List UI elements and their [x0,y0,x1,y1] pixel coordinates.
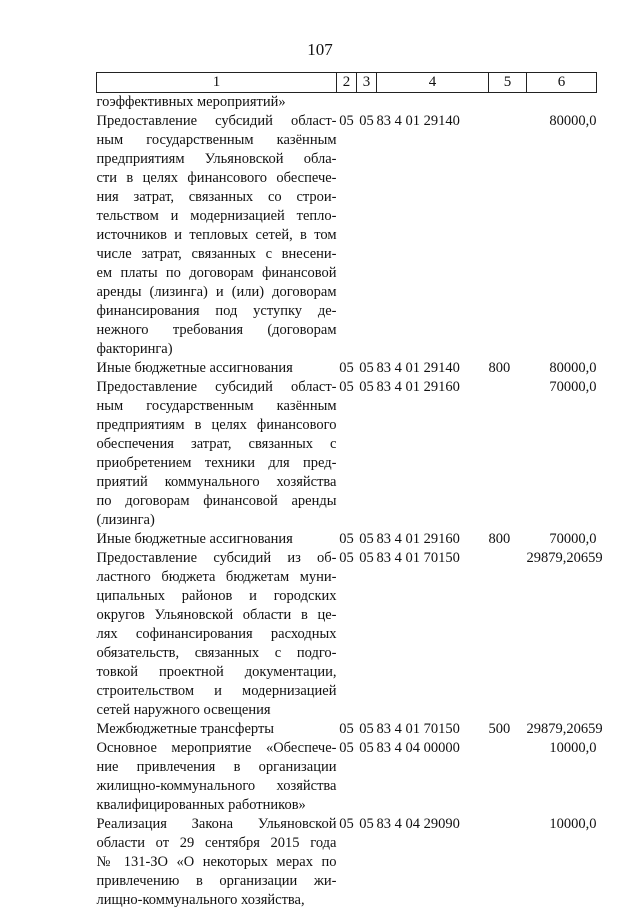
description-line: товкой проектной документации, [97,663,337,682]
header-col-5: 5 [489,73,527,93]
row-expense-type [489,112,527,359]
description-line: ластного бюджета бюджетам муни- [97,568,337,587]
row-amount: 70000,0 [527,530,597,549]
description-line: нежного требования (договорам [97,321,337,340]
budget-table [96,72,597,910]
row-section-code: 05 [337,378,357,530]
row-section-code: 05 [337,359,357,378]
row-target-article: 83 4 01 29140 [377,359,489,378]
description-line: № 131-ЗО «О некоторых мерах по [97,853,337,872]
row-description [97,112,337,359]
row-amount: 29879,20659 [527,720,597,739]
description-line: факторинга) [97,340,337,359]
row-description [97,378,337,530]
page-number: 107 [0,40,640,60]
row-amount: 70000,0 [527,378,597,530]
row-section-code: 05 [337,530,357,549]
row-description [97,720,337,739]
description-line: жилищно-коммунального хозяйства [97,777,337,796]
header-col-2: 2 [337,73,357,93]
row-target-article: 83 4 04 29090 [377,815,489,910]
table-row [97,549,597,720]
row-target-article: 83 4 01 29140 [377,112,489,359]
row-subsection-code: 05 [357,739,377,815]
description-line: тельством и модернизацией тепло- [97,207,337,226]
description-line: ния затрат, связанных со строи- [97,188,337,207]
table-row [97,530,597,549]
description-line: Предоставление субсидий из об- [97,549,337,568]
table-header-row [97,73,597,93]
description-line: (лизинга) [97,511,337,530]
row-subsection-code: 05 [357,359,377,378]
header-col-4: 4 [377,73,489,93]
description-line: сетей наружного освещения [97,701,337,720]
description-line: Реализация Закона Ульяновской [97,815,337,834]
header-col-6: 6 [527,73,597,93]
row-subsection-code: 05 [357,720,377,739]
row-description [97,530,337,549]
row-amount: 80000,0 [527,359,597,378]
row-section-code [337,93,357,113]
description-line: приобретением техники для пред- [97,454,337,473]
table-body [97,93,597,910]
row-target-article: 83 4 01 29160 [377,378,489,530]
description-line: ным государственным казённым [97,397,337,416]
description-line: Межбюджетные трансферты [97,720,337,739]
description-line: ние привлечения в организации [97,758,337,777]
row-target-article: 83 4 01 29160 [377,530,489,549]
table-row [97,815,597,910]
description-line: округов Ульяновской области в це- [97,606,337,625]
description-line: строительством и модернизацией [97,682,337,701]
row-amount [527,93,597,113]
description-line: лях софинансирования расходных [97,625,337,644]
row-section-code: 05 [337,739,357,815]
row-section-code: 05 [337,815,357,910]
row-description [97,815,337,910]
row-target-article: 83 4 04 00000 [377,739,489,815]
row-amount: 10000,0 [527,815,597,910]
description-line: ем платы по договорам финансовой [97,264,337,283]
row-target-article: 83 4 01 70150 [377,549,489,720]
row-expense-type [489,815,527,910]
description-line: обязательств, связанных с подго- [97,644,337,663]
description-line: аренды (лизинга) и (или) договорам [97,283,337,302]
description-line: области от 29 сентября 2015 года [97,834,337,853]
row-target-article [377,93,489,113]
row-description [97,93,337,113]
row-amount: 80000,0 [527,112,597,359]
description-line: по договорам финансовой аренды [97,492,337,511]
row-section-code: 05 [337,549,357,720]
row-description [97,739,337,815]
row-expense-type [489,378,527,530]
row-target-article: 83 4 01 70150 [377,720,489,739]
description-line: предприятиям Ульяновской обла- [97,150,337,169]
description-line: лищно-коммунального хозяйства, [97,891,337,910]
table-row [97,739,597,815]
row-subsection-code: 05 [357,112,377,359]
row-amount: 29879,20659 [527,549,597,720]
table-row [97,720,597,739]
description-line: источников и тепловых сетей, в том [97,226,337,245]
description-line: Основное мероприятие «Обеспече- [97,739,337,758]
description-line: обеспечения затрат, связанных с [97,435,337,454]
description-line: квалифицированных работников» [97,796,337,815]
description-line: Предоставление субсидий област- [97,378,337,397]
row-description [97,359,337,378]
row-expense-type [489,93,527,113]
row-subsection-code: 05 [357,815,377,910]
table-row [97,359,597,378]
row-subsection-code: 05 [357,378,377,530]
row-section-code: 05 [337,112,357,359]
row-expense-type [489,739,527,815]
row-expense-type: 800 [489,359,527,378]
table-row [97,93,597,113]
description-line: привлечению в организации жи- [97,872,337,891]
description-line: предприятиям в целях финансового [97,416,337,435]
description-line: Предоставление субсидий област- [97,112,337,131]
row-expense-type: 500 [489,720,527,739]
row-subsection-code: 05 [357,549,377,720]
row-amount: 10000,0 [527,739,597,815]
row-section-code: 05 [337,720,357,739]
header-col-3: 3 [357,73,377,93]
row-expense-type [489,549,527,720]
table-row [97,112,597,359]
header-col-1: 1 [97,73,337,93]
row-expense-type: 800 [489,530,527,549]
row-subsection-code: 05 [357,530,377,549]
description-line: финансирования под уступку де- [97,302,337,321]
description-line: Иные бюджетные ассигнования [97,530,337,549]
row-description [97,549,337,720]
description-line: ным государственным казённым [97,131,337,150]
description-line: ципальных районов и городских [97,587,337,606]
row-subsection-code [357,93,377,113]
description-line: Иные бюджетные ассигнования [97,359,337,378]
description-line: числе затрат, связанных с внесени- [97,245,337,264]
table-row [97,378,597,530]
description-line: сти в целях финансового обеспече- [97,169,337,188]
description-line: гоэффективных мероприятий» [97,93,337,112]
description-line: приятий коммунального хозяйства [97,473,337,492]
